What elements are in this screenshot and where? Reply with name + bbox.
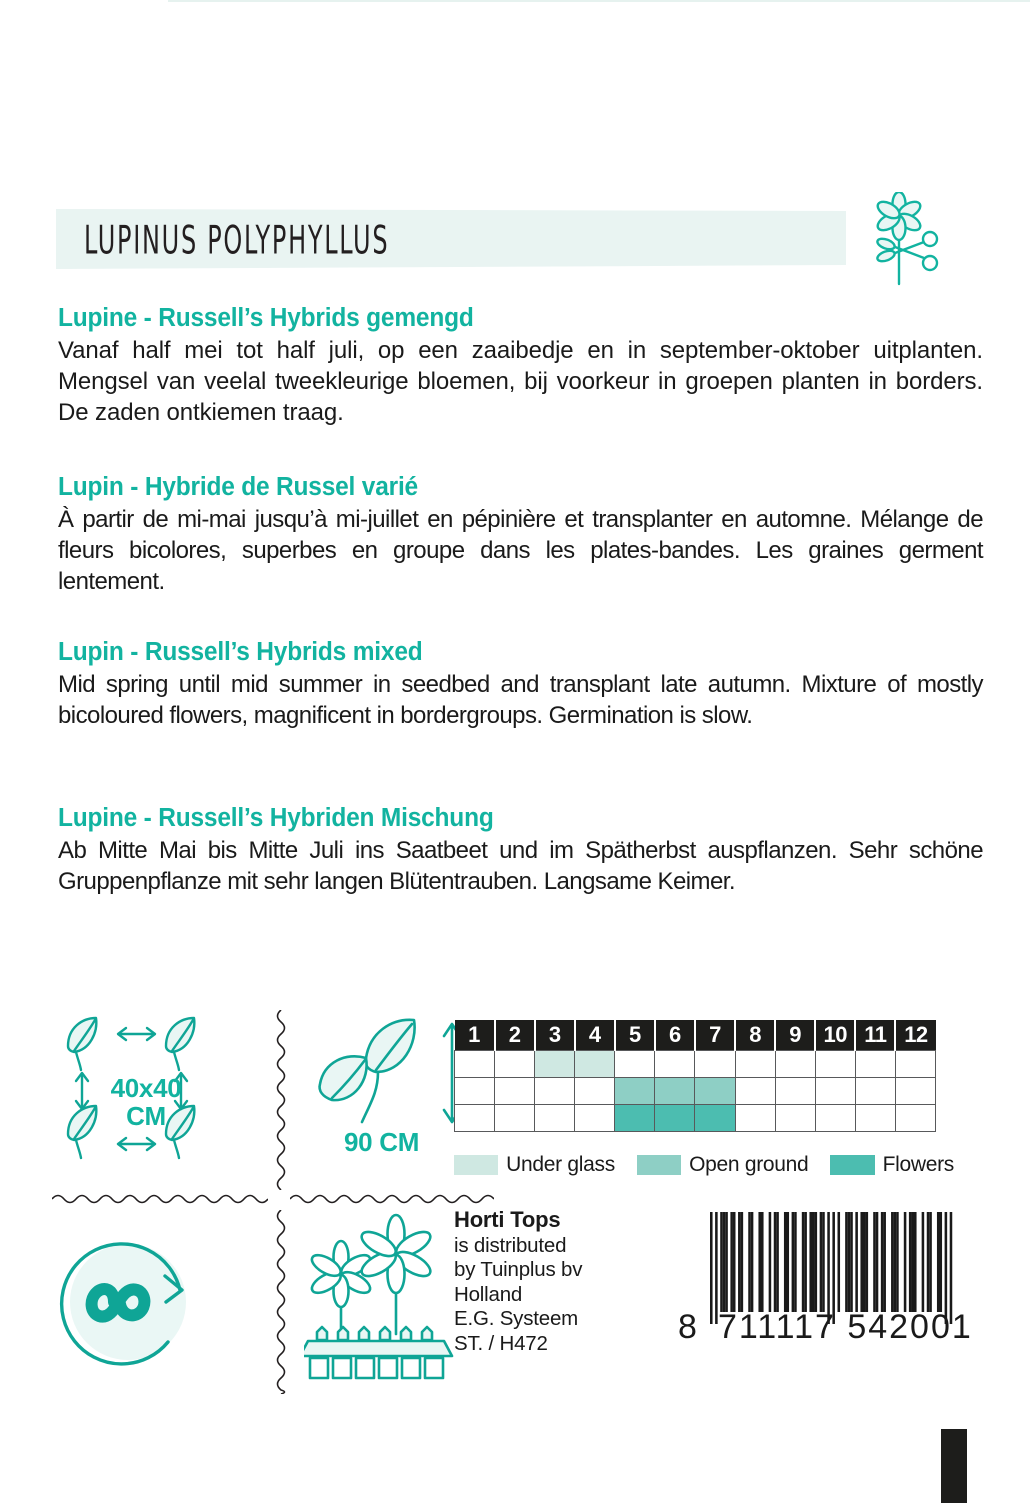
legend-label-open-ground: Open ground [689, 1153, 809, 1176]
species-header-band [56, 209, 846, 269]
calendar-cell [455, 1078, 495, 1105]
description-block-de [58, 803, 983, 897]
calendar-cell [575, 1105, 615, 1132]
calendar-cell [535, 1105, 575, 1132]
calendar-cell [495, 1078, 535, 1105]
plant-spacing-label-line1: 40x40 [110, 1073, 182, 1103]
calendar-cell [815, 1051, 855, 1078]
calendar-cell [575, 1078, 615, 1105]
calendar-cell [895, 1105, 935, 1132]
description-body-fr: À partir de mi-mai jusqu’à mi-juillet en pépinière et transplanter en automne. Mélange de fleurs bicolores, superbes en groupe dans les plates-bandes. Les graines germent lentement. [58, 506, 983, 595]
calendar-legend [454, 1153, 954, 1177]
barcode [676, 1212, 986, 1349]
calendar-cell [655, 1051, 695, 1078]
calendar-cell [735, 1078, 775, 1105]
calendar-cell [455, 1051, 495, 1078]
description-title-fr: Lupin - Hybride de Russel varié [58, 473, 418, 501]
calendar-cell [615, 1051, 655, 1078]
company-line-5: E.G. Systeem [454, 1307, 579, 1330]
description-title-en: Lupin - Russell’s Hybrids mixed [58, 638, 423, 666]
flower-with-scissors-icon [860, 192, 972, 288]
calendar-cell-active [655, 1078, 695, 1105]
plant-height-label: 90 CM [344, 1127, 420, 1157]
legend-swatch-under-glass [454, 1155, 498, 1175]
month-header: 6 [655, 1020, 695, 1051]
plant-spacing-label-line2: CM [126, 1101, 166, 1131]
description-block-en [58, 637, 983, 731]
calendar-cell [735, 1105, 775, 1132]
wavy-divider-vertical-2 [274, 1210, 288, 1399]
calendar-cell [695, 1051, 735, 1078]
description-block-nl [58, 303, 983, 428]
calendar-cell [495, 1051, 535, 1078]
calendar-cell [735, 1051, 775, 1078]
description-body-nl: Vanaf half mei tot half juli, op een zaaibedje en in september-oktober uitplanten. Mengsel van veelal tweekleurige bloemen, bij voorkeur in groepen planten in borders. De zaden ontkiemen traag. [58, 337, 983, 426]
print-registration-mark [941, 1429, 967, 1503]
barcode-digits: 711117 542001 [718, 1308, 973, 1346]
calendar-table [454, 1020, 936, 1132]
calendar-cell [855, 1078, 895, 1105]
description-body-en: Mid spring until mid summer in seedbed and transplant late autumn. Mixture of mostly bicoloured flowers, magnificent in bordergroups. Germination is slow. [58, 671, 983, 729]
calendar-cell [815, 1078, 855, 1105]
calendar-cell [495, 1105, 535, 1132]
legend-swatch-open-ground [637, 1155, 681, 1175]
description-title-de: Lupine - Russell’s Hybriden Mischung [58, 804, 494, 832]
barcode-lead-digit: 8 [678, 1308, 699, 1346]
perennial-infinity-icon [56, 1212, 241, 1387]
month-header: 12 [895, 1020, 935, 1051]
wavy-divider-horizontal-1 [52, 1192, 268, 1211]
plant-spacing-icon-cell [56, 1012, 241, 1192]
company-line-2: is distributed [454, 1233, 567, 1257]
month-header: 5 [615, 1020, 655, 1051]
month-header: 7 [695, 1020, 735, 1051]
calendar-cell [455, 1105, 495, 1132]
month-header: 3 [535, 1020, 575, 1051]
calendar-cell [775, 1105, 815, 1132]
legend-label-flowers: Flowers [882, 1153, 954, 1176]
page-title: LUPINUS POLYPHYLLUS [84, 218, 390, 264]
calendar-cell-active [615, 1105, 655, 1132]
company-line-3: by Tuinplus bv [454, 1258, 583, 1281]
month-header: 8 [735, 1020, 775, 1051]
calendar-row-under-glass [455, 1051, 936, 1078]
wavy-divider-vertical-1 [274, 1010, 288, 1195]
sowing-calendar-cell [454, 1020, 984, 1190]
calendar-cell-active [535, 1051, 575, 1078]
calendar-cell-active [575, 1051, 615, 1078]
description-block-fr [58, 472, 983, 597]
calendar-cell [775, 1051, 815, 1078]
company-info [454, 1208, 582, 1356]
info-icon-grid [56, 1012, 984, 1394]
calendar-cell-active [695, 1078, 735, 1105]
calendar-cell-active [615, 1078, 655, 1105]
calendar-cell-active [655, 1105, 695, 1132]
top-hairline [168, 0, 1030, 2]
legend-swatch-flowers [830, 1155, 874, 1175]
calendar-cell [535, 1078, 575, 1105]
calendar-cell [775, 1078, 815, 1105]
company-line-6: ST. / H472 [454, 1331, 548, 1355]
legend-label-under-glass: Under glass [506, 1153, 615, 1176]
company-name: Horti Tops [454, 1207, 561, 1232]
calendar-cell [895, 1078, 935, 1105]
calendar-cell [895, 1051, 935, 1078]
month-header: 9 [775, 1020, 815, 1051]
month-header: 4 [575, 1020, 615, 1051]
company-info-cell [454, 1208, 664, 1394]
calendar-body [455, 1051, 936, 1132]
calendar-cell [815, 1105, 855, 1132]
calendar-row-open-ground [455, 1078, 936, 1105]
description-title-nl: Lupine - Russell’s Hybrids gemengd [58, 304, 474, 332]
sowing-calendar [454, 1020, 954, 1176]
calendar-header-row [455, 1020, 936, 1051]
month-header: 11 [855, 1020, 895, 1051]
barcode-cell [676, 1212, 996, 1382]
month-header: 1 [455, 1020, 495, 1051]
calendar-cell [855, 1105, 895, 1132]
calendar-row-flowers [455, 1105, 936, 1132]
month-header: 10 [815, 1020, 855, 1051]
calendar-cell-active [695, 1105, 735, 1132]
perennial-icon-cell [56, 1212, 241, 1394]
calendar-cell [855, 1051, 895, 1078]
description-body-de: Ab Mitte Mai bis Mitte Juli ins Saatbeet und im Spätherbst auspflanzen. Sehr schöne Gruppenpflanze mit sehr langen Blütentrauben. Langsame Keimer. [58, 837, 983, 895]
company-line-4: Holland [454, 1282, 523, 1306]
month-header: 2 [495, 1020, 535, 1051]
